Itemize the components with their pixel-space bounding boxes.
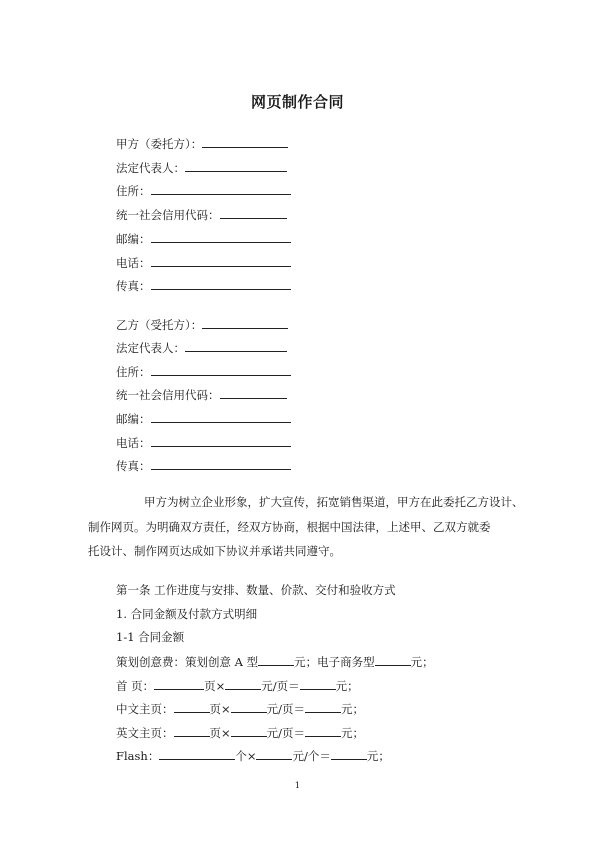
party-a-address-field (116, 183, 291, 198)
price-unit: 个× (235, 749, 257, 763)
blank-line (151, 411, 291, 423)
field-label: 邮编： (116, 412, 151, 426)
field-label: 传真： (116, 459, 151, 473)
blank-line (220, 207, 287, 219)
field-label: 乙方（受托方）： (116, 318, 203, 332)
field-label: 统一社会信用代码： (116, 208, 220, 222)
party-b-representative-field (116, 340, 287, 355)
field-label: 电话： (116, 436, 151, 450)
party-b-phone-field (116, 435, 291, 450)
party-b-name-field (116, 317, 288, 332)
blank-line (151, 231, 291, 243)
price-label: 中文主页： (116, 702, 174, 716)
price-unit: 元； (335, 679, 359, 693)
blank-line (151, 458, 291, 470)
price-label: Flash： (116, 749, 160, 763)
price-unit: 元； (341, 726, 365, 740)
blank-line (185, 160, 287, 172)
intro-line: 托设计、制作网页达成如下协议并承诺共同遵守。 (88, 544, 341, 558)
blank-line (202, 317, 288, 329)
party-a-credit-code-field (116, 207, 287, 222)
price-label: 首 页： (116, 679, 155, 693)
blank-line (375, 654, 411, 666)
planning-fee-unit: 元；电子商务型 (294, 655, 375, 669)
price-unit: 元/个＝ (292, 749, 331, 763)
party-a-postcode-field (116, 231, 291, 246)
intro-line: 甲方为树立企业形象，扩大宣传，拓宽销售渠道，甲方在此委托乙方设计、 (144, 495, 524, 509)
blank-line (305, 725, 341, 737)
blank-line (331, 748, 367, 760)
field-label: 住所： (116, 184, 151, 198)
blank-line (151, 183, 291, 195)
blank-line (151, 255, 291, 267)
field-label: 法定代表人： (116, 341, 185, 355)
chinese-pages-price-line (116, 701, 364, 716)
price-unit: 元； (366, 749, 390, 763)
blank-line (154, 678, 204, 690)
party-b-postcode-field (116, 411, 291, 426)
price-label: 英文主页： (116, 726, 174, 740)
blank-line (231, 701, 267, 713)
blank-line (202, 136, 288, 148)
party-a-name-field (116, 136, 288, 151)
blank-line (174, 701, 210, 713)
planning-fee-label: 策划创意费：策划创意 A 型 (116, 655, 259, 669)
article-heading: 第一条 工作进度与安排、数量、价款、交付和验收方式 (116, 583, 396, 597)
party-b-fax-field (116, 458, 291, 473)
blank-line (220, 387, 287, 399)
price-unit: 元； (341, 702, 365, 716)
party-b-address-field (116, 364, 291, 379)
blank-line (305, 701, 341, 713)
planning-fee-unit: 元； (410, 655, 434, 669)
field-label: 法定代表人： (116, 161, 185, 175)
field-label: 传真： (116, 279, 151, 293)
blank-line (258, 654, 294, 666)
blank-line (300, 678, 336, 690)
subsection-heading: 1-1 合同金额 (116, 630, 185, 644)
party-b-credit-code-field (116, 387, 287, 402)
page-number: 1 (294, 781, 301, 791)
homepage-price-line (116, 678, 359, 693)
planning-fee-line (116, 654, 434, 669)
blank-line (225, 678, 261, 690)
party-a-phone-field (116, 255, 291, 270)
price-unit: 元/页＝ (266, 702, 306, 716)
blank-line (151, 435, 291, 447)
price-unit: 元/页＝ (266, 726, 306, 740)
field-label: 住所： (116, 365, 151, 379)
blank-line (185, 340, 287, 352)
field-label: 甲方（委托方）： (116, 137, 203, 151)
party-a-representative-field (116, 160, 287, 175)
field-label: 邮编： (116, 232, 151, 246)
english-pages-price-line (116, 725, 364, 740)
blank-line (151, 364, 291, 376)
blank-line (151, 278, 291, 290)
blank-line (231, 725, 267, 737)
party-a-fax-field (116, 278, 291, 293)
field-label: 电话： (116, 256, 151, 270)
document-title: 网页制作合同 (250, 93, 344, 111)
flash-price-line (116, 748, 390, 763)
field-label: 统一社会信用代码： (116, 388, 220, 402)
price-unit: 页× (209, 726, 231, 740)
blank-line (159, 748, 235, 760)
price-unit: 页× (209, 702, 231, 716)
intro-paragraph (88, 490, 524, 564)
price-unit: 元/页＝ (261, 679, 300, 693)
price-unit: 页× (204, 679, 226, 693)
blank-line (174, 725, 210, 737)
blank-line (256, 748, 292, 760)
section-heading: 1. 合同金额及付款方式明细 (116, 607, 258, 621)
intro-line: 制作网页。为明确双方责任，经双方协商，根据中国法律，上述甲、乙双方就委 (88, 519, 491, 534)
